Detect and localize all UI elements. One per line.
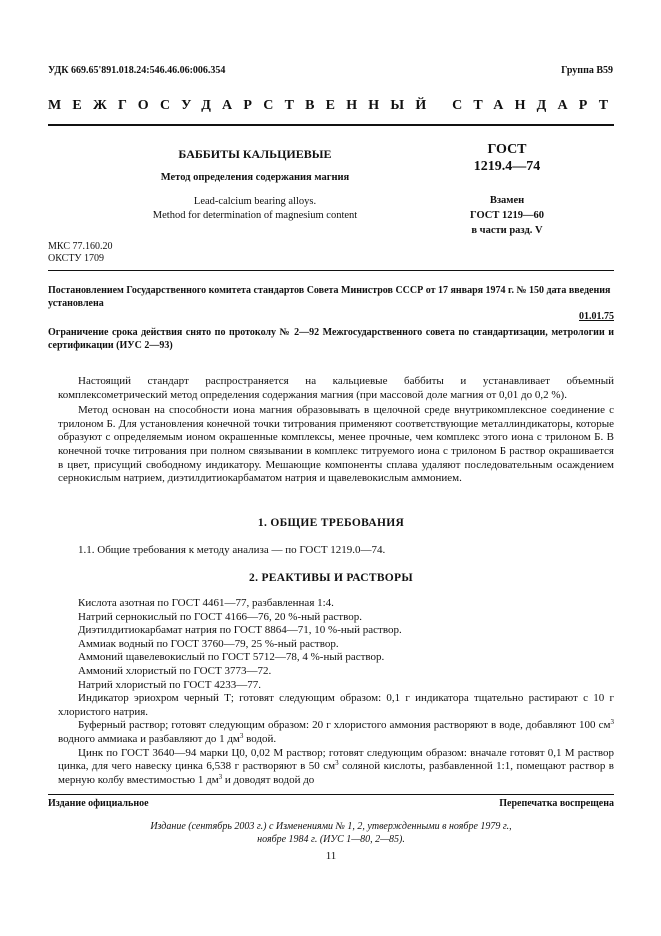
zinc-solution-preparation: Цинк по ГОСТ 3640—94 марки Ц0, 0,02 М раствор; готовят следующим образом: вначале готовят 0,1 М раствор цинка, для чего навеску цинка 6,538 г растворяют в 50 $см^3$ соляной кислоты, разбавленной 1:1, помещают раствор в мерную колбу вместимостью 1 $дм^3$ и доводят водой до (58, 746, 614, 786)
reagents-list (58, 597, 614, 787)
reagent-line: Кислота азотная по ГОСТ 4461—77, разбавленная 1:4. (78, 597, 334, 609)
intro-paragraph-2: Метод основан на способности иона магния образовывать в щелочной среде внутрикомплексное соединение с трилоном Б. Для установления конечной точки титрования применяют соответствующие металлиндикаторы, которые образуют с определяемым ионом окрашенные комплексы, менее прочные, чем комплекс этого иона с трилоном Б. В конечной точке титрования при полном связывании в комплекс титруемого иона с трилоном Б раствор окрашивается в цвет, присущий свободному индикатору. Мешающие компоненты сплава удаляют последовательным осаждением сернокислым натрием, диэтилдитиокарбаматом натрия и щавелевокислым аммонием. (58, 404, 614, 485)
footer-rule (48, 794, 614, 795)
reagent-line: Диэтилдитиокарбамат натрия по ГОСТ 8864—71, 10 %-ный раствор. (78, 624, 402, 637)
section-1-heading: 1. ОБЩИЕ ТРЕБОВАНИЯ (257, 517, 405, 529)
gost-label: ГОСТ (487, 142, 527, 157)
okstu-code: ОКСТУ 1709 (48, 253, 105, 264)
reagent-line: Аммоний хлористый по ГОСТ 3773—72. (78, 664, 272, 677)
title-block-rule (48, 270, 614, 271)
indicator-preparation: Индикатор эриохром черный Т; готовят следующим образом: 0,1 г индикатора тщательно растирают с 10 г хлористого натрия. (58, 692, 614, 718)
section-1-item (58, 544, 614, 558)
replaces-gost: ГОСТ 1219—60 (470, 210, 544, 221)
page-number: 11 (325, 850, 337, 862)
decree-text: Постановлением Государственного комитета стандартов Совета Министров СССР от 17 января 1974 г. № 150 дата введения установлена (48, 285, 611, 309)
doc-title-en-1: Lead-calcium bearing alloys. (193, 196, 317, 207)
requirement-1-1: 1.1. Общие требования к методу анализа — по ГОСТ 1219.0—74. (78, 544, 386, 556)
mks-code: МКС 77.160.20 (48, 241, 113, 252)
reprint-prohibited: Перепечатка воспрещена (499, 798, 614, 809)
group-code: Группа В59 (561, 65, 613, 76)
reagent-line: Натрий сернокислый по ГОСТ 4166—76, 20 %-ный раствор. (78, 610, 362, 623)
introduction (58, 375, 614, 486)
intro-paragraph-1: Настоящий стандарт распространяется на кальциевые баббиты и устанавливает объемный комплексометрический метод определения содержания магния (при массовой доле магния от 0,01 до 0,2 %). (58, 375, 614, 401)
limitation-note: Ограничение срока действия снято по протоколу № 2—92 Межгосударственного совета по стандартизации, метрологии и сертификации (ИУС 2—93) (48, 327, 614, 351)
udk-code: УДК 669.65'891.018.24:546.46.06:006.354 (48, 65, 226, 76)
official-edition: Издание официальное (48, 798, 149, 809)
reagent-line: Аммоний щавелевокислый по ГОСТ 5712—78, 4 %-ный раствор. (78, 651, 385, 664)
reagent-line: Аммиак водный по ГОСТ 3760—79, 25 %-ный раствор. (78, 637, 339, 650)
doc-subtitle: Метод определения содержания магния (160, 172, 350, 183)
edition-note-1: Издание (сентябрь 2003 г.) с Изменениями № 1, 2, утвержденными в ноябре 1979 г., (150, 821, 512, 832)
reagent-line: Натрий хлористый по ГОСТ 4233—77. (78, 678, 261, 691)
doc-title: БАББИТЫ КАЛЬЦИЕВЫЕ (178, 147, 332, 161)
replaces-part: в части разд. V (471, 225, 543, 236)
header-rule (48, 124, 614, 126)
introduction-date: 01.01.75 (579, 311, 614, 322)
buffer-preparation: Буферный раствор; готовят следующим образом: 20 г хлористого аммония растворяют в воде, добавляют 100 $см^3$ водного аммиака и разбавляют до 1 $дм^3$ водой. (58, 718, 614, 745)
edition-note-2: ноябре 1984 г. (ИУС 1—80, 2—85). (257, 834, 405, 845)
doc-title-en-2: Method for determination of magnesium content (152, 210, 358, 221)
replaces-label: Взамен (489, 195, 525, 206)
gost-number: 1219.4—74 (473, 159, 541, 174)
interstate-standard-heading: МЕЖГОСУДАРСТВЕННЫЙ СТАНДАРТ (48, 98, 620, 113)
section-2-heading: 2. РЕАКТИВЫ И РАСТВОРЫ (249, 572, 413, 584)
